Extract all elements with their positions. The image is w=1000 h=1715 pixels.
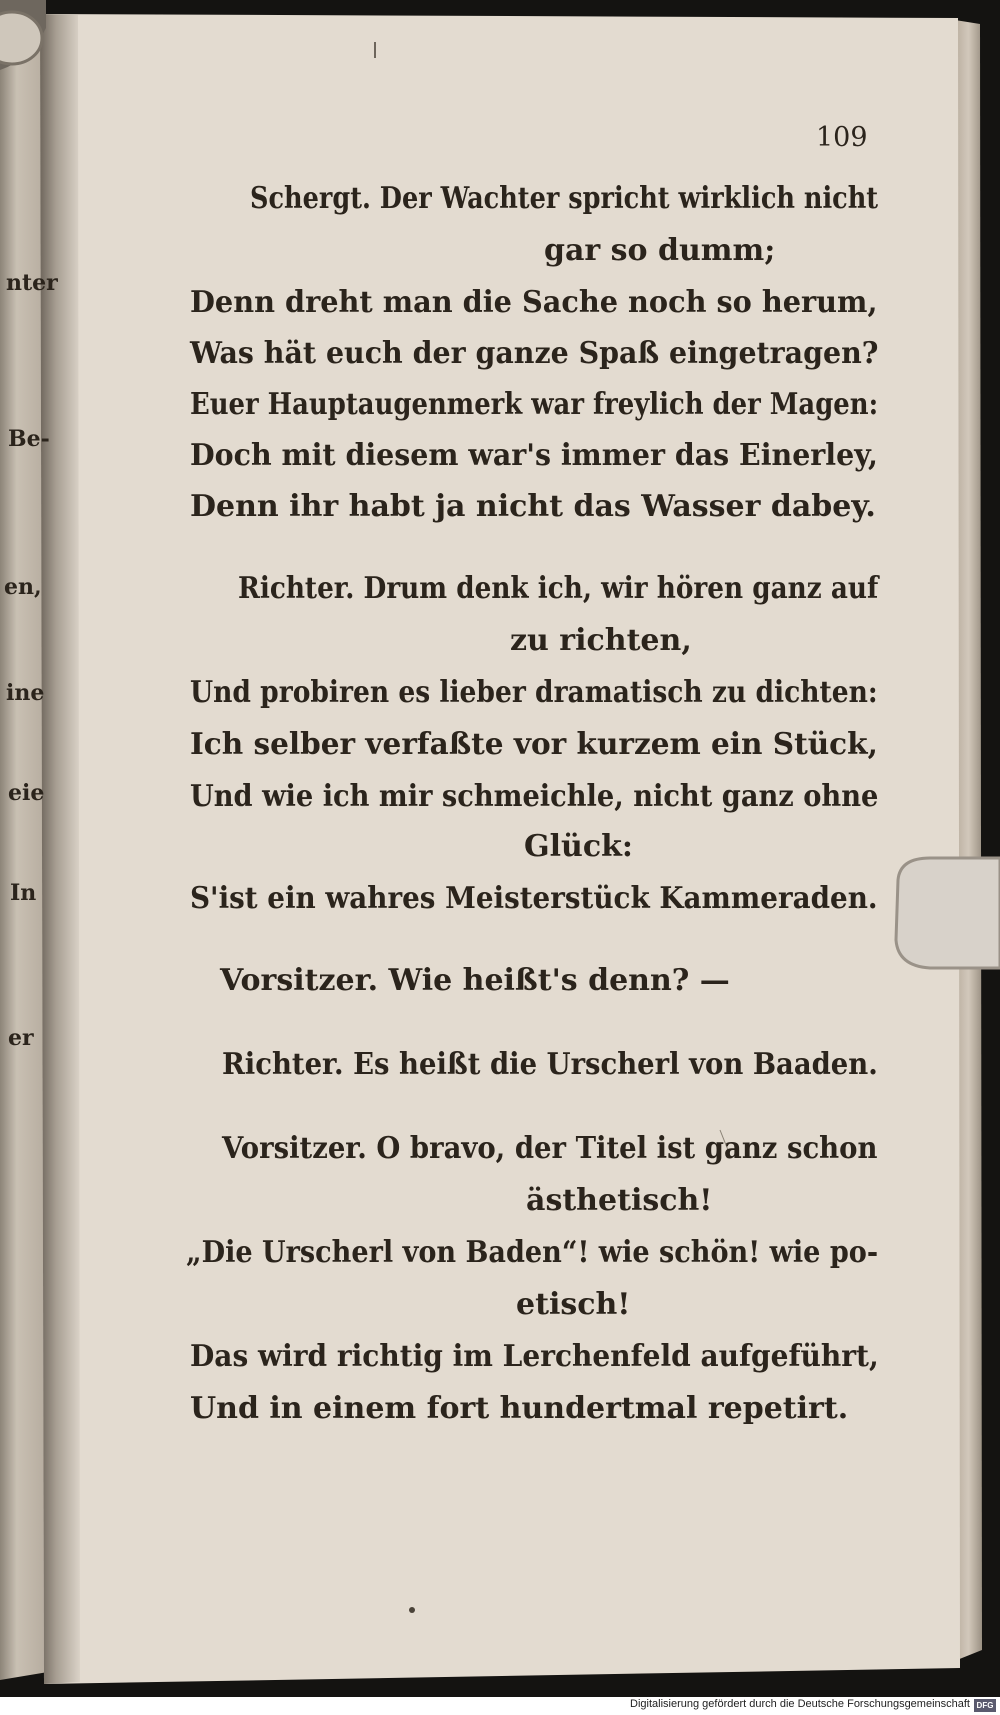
page-number: 109: [816, 122, 868, 153]
verse-line: Doch mit diesem war's immer das Einerley,: [190, 438, 878, 473]
verse-continuation: Glück:: [524, 829, 633, 864]
speaker-line: Schergt. Der Wachter spricht wirklich nicht: [250, 181, 879, 216]
verse-line: Das wird richtig im Lerchenfeld aufgeführt,: [190, 1339, 879, 1374]
speaker-line: Richter. Drum denk ich, wir hören ganz auf: [238, 571, 879, 606]
verse-line: Euer Hauptaugenmerk war freylich der Magen:: [190, 387, 879, 422]
verse-line: S'ist ein wahres Meisterstück Kammeraden.: [190, 881, 878, 916]
verse-continuation: etisch!: [516, 1287, 631, 1322]
speaker-line: Vorsitzer. O bravo, der Titel ist ganz schon: [222, 1131, 878, 1166]
margin-fragment: nter: [6, 270, 58, 296]
verse-continuation: gar so dumm;: [544, 233, 776, 268]
verse-line: Was hät euch der ganze Spaß eingetragen?: [190, 336, 879, 371]
verse-line: Und probiren es lieber dramatisch zu dichten:: [190, 675, 878, 710]
dfg-logo: DFG: [974, 1699, 996, 1712]
margin-fragment: ine: [6, 680, 45, 706]
margin-fragment: eie: [8, 780, 45, 806]
margin-fragment: en,: [4, 574, 42, 600]
margin-fragment: In: [10, 880, 37, 906]
margin-fragment: Be-: [8, 426, 50, 452]
verse-continuation: zu richten,: [510, 623, 692, 658]
verse-continuation: ästhetisch!: [526, 1183, 713, 1218]
verse-line: Denn dreht man die Sache noch so herum,: [190, 285, 878, 320]
verse-line: Denn ihr habt ja nicht das Wasser dabey.: [190, 489, 876, 524]
margin-fragment: er: [8, 1025, 34, 1051]
speaker-line: Vorsitzer. Wie heißt's denn? —: [220, 963, 730, 998]
verse-line: Ich selber verfaßte vor kurzem ein Stück,: [190, 727, 878, 762]
digitization-credit: Digitalisierung gefördert durch die Deutsche Forschungsgemeinschaft: [630, 1698, 970, 1710]
verse-line: Und in einem fort hundertmal repetirt.: [190, 1391, 849, 1426]
verse-line: „Die Urscherl von Baden“! wie schön! wie po-: [186, 1235, 879, 1270]
verse-line: Und wie ich mir schmeichle, nicht ganz ohne: [190, 779, 879, 814]
speaker-line: Richter. Es heißt die Urscherl von Baaden.: [222, 1047, 878, 1082]
